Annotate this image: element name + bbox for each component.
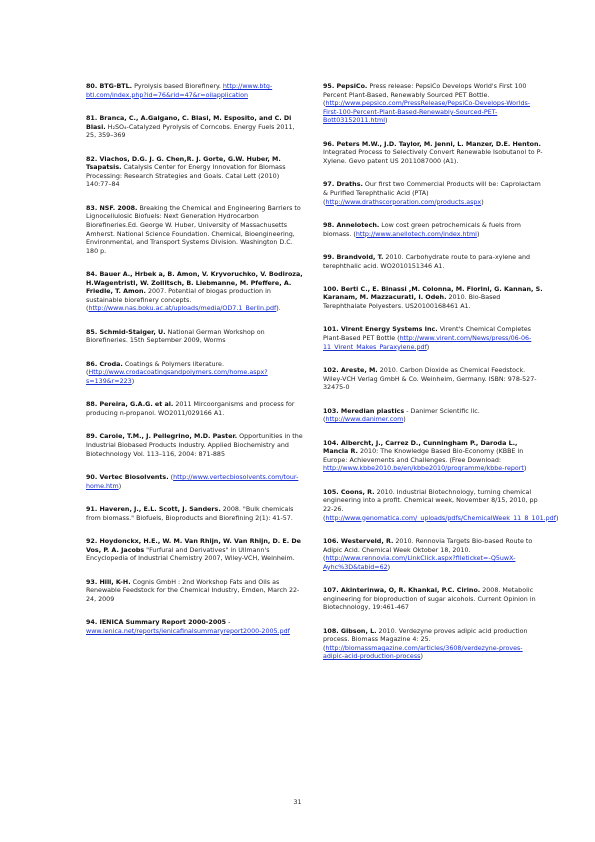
reference-text: - — [226, 619, 231, 627]
reference-authors — [323, 408, 404, 415]
reference-text: 2010. Industrial Biotechnology, turning chemical engineering into a profit. Chemical week, November 8/15, 2010, pp 22-26. ( — [323, 488, 538, 522]
reference-text-after: ) — [426, 343, 430, 351]
reference-number: 86. — [86, 360, 98, 368]
reference-number: 102. — [323, 367, 339, 375]
reference-text-after: ) — [555, 514, 559, 522]
reference-authors — [323, 83, 367, 90]
reference-authors — [86, 619, 226, 626]
reference-author-names: Pereira, G.A.G. et al. — [99, 401, 174, 409]
reference-author-names: IENICA Summary Report 2000-2005 — [99, 619, 227, 627]
reference-text: Virent's Chemical Completes Plant-Based PET Bottle ( — [323, 326, 531, 343]
reference-author-names: Meredian plastics — [340, 407, 405, 415]
reference-number: 97. — [323, 181, 335, 189]
reference-authors — [323, 538, 393, 545]
reference-text-after: ) — [384, 117, 388, 125]
reference-text: ( — [168, 473, 174, 481]
page-number: 31 — [293, 799, 302, 806]
reference-link[interactable]: http://www.virent.com/News/press/06-06-11_Virent_Makes_Paraxylene.pdf — [323, 335, 532, 351]
reference-entry — [323, 254, 543, 271]
reference-author-names: Virent Energy Systems Inc. — [340, 326, 438, 334]
reference-text: 2010. Carbon Dioxide as Chemical Feedstock. Wiley-VCH Verlag GmbH & Co. Weinheim, Germany. ISBN: 978-527-32475-0 — [323, 367, 537, 392]
reference-number: 89. — [86, 433, 98, 441]
reference-text: 2010. Bio-Based Terephthalate Polyesters. US20100168461 A1. — [323, 294, 501, 311]
reference-text: "Furfural and Derivatives" in Ullmann's Encyclopedia of Industrial Chemistry 2007, Wiley-VCH, Weinheim. — [86, 546, 295, 563]
reference-entry — [323, 587, 543, 613]
reference-link[interactable]: http://www.btg-btl.com/index.php?id=76&rid=47&r=oilapplication — [86, 83, 273, 99]
reference-author-names: Akinterinwa, O, R. Khankal, P.C. Cirino. — [340, 587, 481, 595]
reference-entry — [323, 538, 543, 572]
reference-text-after: ) — [523, 465, 527, 473]
reference-text-after: ) — [118, 482, 122, 490]
reference-link[interactable]: http://www.rennovia.com/LinkClick.aspx?fileticket=-Q5uwX-Ayhc%3D&tabid=62 — [323, 555, 516, 571]
reference-author-names: Westerveld, R. — [340, 537, 394, 545]
reference-entry — [323, 181, 543, 207]
reference-author-names: Hoydonckx, H.E., W. M. Van Rhijn, W. Van Rhijn, D. E. De Vos, P. A. Jacobs — [86, 537, 301, 554]
reference-entry — [86, 401, 306, 418]
reference-author-names: BTG-BTL. — [99, 83, 133, 90]
reference-number: 103. — [323, 407, 339, 415]
reference-authors — [86, 205, 137, 212]
reference-entry — [323, 628, 543, 662]
reference-text: Catalysis Center for Energy Innovation for Biomass Processing: Research Strategies and Goals. Catal Lett (2010) 140:77–84 — [86, 164, 286, 189]
reference-text: Integrated Process to Selectively Convert Renewable Isobutanol to P-Xylene. Gevo patent US 2011087000 (A1). — [323, 149, 543, 165]
reference-number: 94. — [86, 619, 98, 627]
reference-number: 82. — [86, 155, 98, 163]
reference-author-names: Carole, T.M., J. Pellegrino, M.D. Paster. — [99, 433, 238, 441]
reference-number: 92. — [86, 537, 98, 545]
reference-entry — [323, 286, 543, 312]
reference-author-names: Brandvold, T. — [336, 253, 384, 261]
reference-text-after: ) — [387, 563, 391, 571]
reference-text: Cognis GmbH : 2nd Workshop Fats and Oils as Renewable Feedstock for the Chemical Industry, Emden, March 22-24, 2009 — [86, 578, 300, 603]
reference-authors — [86, 506, 221, 513]
reference-link[interactable]: http://www.nas.boku.ac.at/uploads/media/OD7.1_Berlin.pdf — [88, 305, 277, 313]
reference-entry — [86, 361, 306, 387]
reference-authors — [86, 83, 132, 90]
reference-author-names: Draths. — [336, 181, 363, 189]
reference-text: 2007. Potential of biogas production in sustainable biorefinery concepts. ( — [86, 288, 271, 313]
reference-text: Pyrolysis based Biorefinery. — [132, 83, 223, 90]
reference-authors — [86, 433, 237, 440]
reference-number: 101. — [323, 326, 339, 334]
reference-number: 85. — [86, 328, 98, 336]
reference-author-names: Bauer A., Hrbek a, B. Amon, V. Kryvoruchko, V. Bodiroza, H.Wagentristl, W. Zollitsch, B. Liebmanne, M. Pfeffere, A. Friedle, T. Amon. — [86, 271, 303, 296]
reference-authors — [86, 579, 131, 586]
reference-number: 83. — [86, 204, 98, 212]
reference-text: 2010: The Knowledge Based Bio-Economy (KBBE in Europe: Achievements and Challenges. (Free Download: — [323, 448, 524, 464]
reference-text-after: ). — [276, 305, 281, 313]
reference-entry — [323, 222, 543, 239]
reference-author-names: Branca, C., A.Galgano, C. Blasi, M. Esposito, and C. Di Blasi. — [86, 114, 292, 131]
reference-entry — [86, 619, 306, 636]
reference-entry — [86, 205, 306, 257]
reference-text: 2010. Carbohydrate route to para-xylene and terephthalic acid. WO2010151346 A1. — [323, 253, 531, 270]
reference-author-names: Berti C., E. Binassi ,M. Colonna, M. Fiorini, G. Kannan, S. Karanam, M. Mazzacurati, I. Odeh. — [323, 285, 543, 302]
reference-number: 95. — [323, 83, 335, 90]
reference-entry — [86, 433, 306, 459]
reference-entry — [86, 156, 306, 190]
reference-text: Our first two Commercial Products will be: Caprolactam & Purified Terephthalic Acid (PTA) ( — [323, 181, 541, 206]
reference-text: Breaking the Chemical and Engineering Barriers to Lignocellulosic Biofuels: Next Generation Hydrocarbon Biorefineries.Ed. George W. Huber, University of Massachusetts Amherst. National Science Foundation. Chemical, Bioengineering, Environmental, and Transport Systems Division. Washington D.C. 180 p. — [86, 204, 301, 255]
reference-text: 2010. Verdezyne proves adipic acid production process. Biomass Magazine 4: 25. ( — [323, 627, 528, 652]
reference-number: 106. — [323, 537, 339, 545]
reference-entry — [323, 367, 543, 393]
reference-text: Low cost green petrochemicals & fuels from biomass. ( — [323, 221, 521, 238]
reference-entry — [323, 488, 559, 523]
reference-authors — [323, 628, 377, 635]
reference-link[interactable]: http://biomassmagazine.com/articles/3608/verdezyne-proves-adipic-acid-production-process — [323, 644, 523, 661]
reference-number: 99. — [323, 253, 335, 261]
reference-author-names: Vlachos, D.G. J. G. Chen,R. J. Gorte, G.W. Huber, M. Tsapatsis. — [86, 155, 281, 172]
reference-number: 88. — [86, 401, 98, 409]
reference-link[interactable]: http://www.genomatica.com/_uploads/pdfs/ChemicalWeek_11_8_101.pdf — [325, 514, 556, 522]
reference-authors — [323, 489, 375, 496]
reference-link[interactable]: http://www.drathscorporation.com/products.aspx — [325, 198, 482, 206]
reference-entry — [323, 141, 543, 167]
reference-text: Press release: PepsiCo Develops World's First 100 Percent Plant-Based, Renewably Sourced PET Bottle. ( — [323, 83, 527, 108]
reference-author-names: Areste, M. — [340, 367, 378, 375]
reference-author-names: Hill, K-H. — [99, 578, 131, 586]
reference-author-names: Haveren, J., E.L. Scott, J. Sanders. — [99, 505, 221, 513]
references-left-column — [86, 83, 306, 651]
reference-authors — [323, 587, 480, 594]
reference-authors — [323, 181, 363, 188]
reference-authors — [323, 367, 378, 374]
reference-authors — [86, 361, 123, 368]
reference-link[interactable]: Http://www.crodacoatingsandpolymers.com/home.aspx?s=139&r=223 — [86, 369, 268, 386]
reference-text: 2010. Rennovia Targets Bio-based Route to Adipic Acid. Chemical Week Oktober 18, 2010. ( — [323, 537, 533, 563]
reference-entry — [323, 440, 543, 474]
references-right-column — [323, 83, 559, 677]
reference-text: H₂SO₄-Catalyzed Pyrolysis of Corncobs. Energy Fuels 2011, 25, 359–369 — [86, 123, 295, 140]
reference-number: 84. — [86, 271, 98, 279]
reference-entry — [86, 115, 306, 141]
reference-author-names: Annelotech. — [336, 221, 380, 229]
reference-text: Opportunities in the Industrial Biobased Products Industry. Applied Biochemistry and Biotechnology Vol. 113–116, 2004: 871-885 — [86, 433, 303, 458]
reference-authors — [323, 286, 543, 302]
reference-link[interactable]: http://www.danimer.com — [325, 416, 404, 424]
reference-author-names: Croda. — [99, 360, 123, 368]
reference-authors — [86, 329, 166, 336]
reference-entry — [86, 474, 306, 491]
reference-entry — [86, 506, 306, 523]
reference-number: 100. — [323, 285, 339, 293]
reference-author-names: PepsiCo. — [336, 83, 368, 90]
reference-author-names: Schmid-Staiger, U. — [99, 328, 166, 336]
reference-authors — [323, 222, 379, 229]
reference-entry — [86, 329, 306, 346]
reference-entry — [86, 83, 306, 100]
reference-text-after: ) — [481, 198, 484, 206]
reference-link[interactable]: http://www.anellotech.com/index.html — [355, 230, 477, 238]
reference-text-after: ) — [476, 230, 480, 238]
reference-entry — [86, 538, 306, 564]
reference-number: 96. — [323, 140, 335, 148]
reference-author-names: NSF. 2008. — [99, 204, 138, 212]
reference-number: 90. — [86, 473, 98, 481]
reference-text: 2011 Mircoorganisms and process for producing n-propanol. WO2011/029166 A1. — [86, 401, 295, 418]
reference-entry — [86, 579, 306, 605]
reference-text: National German Workshop on Biorefineries. 15th September 2009, Worms — [86, 328, 265, 345]
reference-number: 107. — [323, 587, 339, 595]
reference-link[interactable]: http://www.kbbe2010.be/en/kbbe2010/programme/kbbe-report — [323, 465, 524, 473]
reference-number: 91. — [86, 505, 98, 513]
reference-link[interactable]: www.ienica.net/reports/ienicafinalsummaryreport2000-2005.pdf — [86, 627, 290, 635]
reference-entry — [323, 408, 543, 425]
reference-entry — [323, 326, 543, 352]
reference-authors — [323, 254, 383, 261]
reference-author-names: Vertec Biosolvents. — [99, 473, 169, 481]
reference-authors — [323, 141, 541, 148]
reference-authors — [323, 326, 438, 333]
reference-author-names: Coons, R. — [340, 488, 375, 496]
reference-authors — [86, 401, 173, 408]
reference-author-names: Gibson, L. — [340, 627, 377, 635]
reference-number: 93. — [86, 578, 98, 586]
reference-author-names: Peters M.W., J.D. Taylor, M. Jenni, L. Manzer, D.E. Henton. — [336, 140, 541, 148]
reference-text: 2008. "Bulk chemicals from biomass." Biofuels, Bioproducts and Biorefining 2(1): 41-57. — [86, 505, 294, 522]
reference-number: 81. — [86, 114, 98, 122]
reference-number: 104. — [323, 439, 339, 447]
reference-text-after: ) — [131, 378, 135, 386]
reference-number: 108. — [323, 627, 339, 635]
reference-author-names: Albercht, J., Carrez D., Cunningham P., Daroda L., Mancia R. — [323, 439, 518, 456]
reference-number: 98. — [323, 221, 335, 229]
reference-number: 105. — [323, 488, 339, 496]
reference-link[interactable]: http://www.pepsico.com/PressRelease/PepsiCo-Develops-Worlds-First-100-Percent-Plant-Based-Renewably-Sourced-PET-Bott03152011.html — [323, 100, 531, 125]
reference-text-after: ) — [420, 653, 423, 661]
reference-authors — [86, 474, 169, 481]
reference-entry — [86, 271, 306, 314]
reference-link[interactable]: http://www.vertecbiosolvents.com/tour-home.htm — [86, 473, 299, 490]
reference-number: 80. — [86, 83, 98, 90]
reference-text: Coatings & Polymers literature. ( — [86, 360, 224, 377]
reference-text: 2008. Metabolic engineering for bioproduction of sugar alcohols. Current Opinion in Biotechnology, 19:461-467 — [323, 587, 536, 612]
reference-entry — [323, 83, 543, 126]
reference-text-after: ) — [403, 416, 406, 424]
reference-text: - Danimer Scientific llc. ( — [323, 407, 480, 424]
